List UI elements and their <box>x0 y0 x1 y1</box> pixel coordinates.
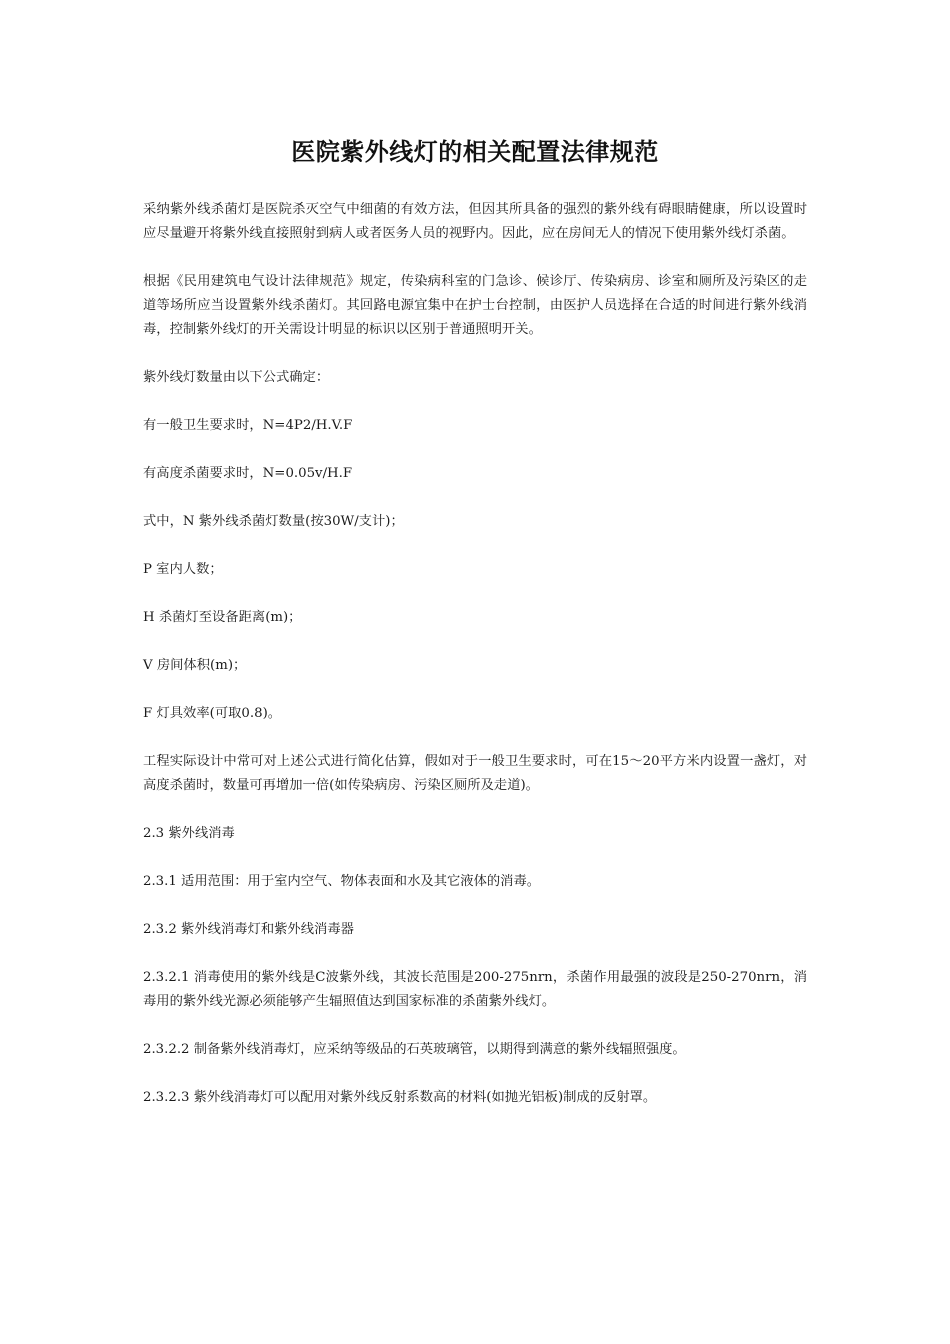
paragraph-var-p: P 室内人数； <box>143 562 223 577</box>
section-2-3-1: 2.3.1 适用范围：用于室内空气、物体表面和水及其它液体的消毒。 <box>143 874 541 889</box>
section-2-3-2-2: 2.3.2.2 制备紫外线消毒灯，应采纳等级品的石英玻璃管，以期得到满意的紫外线辐照强度。 <box>143 1042 686 1057</box>
paragraph-var-f: F 灯具效率(可取0.8)。 <box>143 706 282 721</box>
paragraph-formula-general: 有一般卫生要求时，N=4P2/H.V.F <box>143 418 353 433</box>
section-2-3-2-3: 2.3.2.3 紫外线消毒灯可以配用对紫外线反射系数高的材料(如抛光铝板)制成的反射罩。 <box>143 1090 657 1105</box>
paragraph-var-h: H 杀菌灯至设备距离(m)； <box>143 610 302 625</box>
paragraph-regulation: 根据《民用建筑电气设计法律规范》规定，传染病科室的门急诊、候诊厅、传染病房、诊室和厕所及污染区的走道等场所应当设置紫外线杀菌灯。其回路电源宜集中在护士台控制，由医护人员选择在合适的时间进行紫外线消毒，控制紫外线灯的开关需设计明显的标识以区别于普通照明开关。 <box>143 274 807 337</box>
paragraph-formula-high: 有高度杀菌要求时，N=0.05v/H.F <box>143 466 353 481</box>
section-2-3-2-1: 2.3.2.1 消毒使用的紫外线是C波紫外线，其波长范围是200-275nrn，杀菌作用最强的波段是250-270nrn，消毒用的紫外线光源必须能够产生辐照值达到国家标准的杀菌紫外线灯。 <box>143 970 807 1009</box>
document-body <box>143 198 807 1134</box>
paragraph-estimate: 工程实际设计中常可对上述公式进行简化估算，假如对于一般卫生要求时，可在15～20平方米内设置一盏灯，对高度杀菌时，数量可再增加一倍(如传染病房、污染区厕所及走道)。 <box>143 754 807 793</box>
paragraph-formula-intro: 紫外线灯数量由以下公式确定： <box>143 370 330 385</box>
section-heading-2-3: 2.3 紫外线消毒 <box>143 826 235 841</box>
paragraph-intro: 采纳紫外线杀菌灯是医院杀灭空气中细菌的有效方法，但因其所具备的强烈的紫外线有碍眼睛健康，所以设置时应尽量避开将紫外线直接照射到病人或者医务人员的视野内。因此，应在房间无人的情况下使用紫外线灯杀菌。 <box>143 202 807 241</box>
document-title: 医院紫外线灯的相关配置法律规范 <box>291 138 659 166</box>
section-heading-2-3-2: 2.3.2 紫外线消毒灯和紫外线消毒器 <box>143 922 354 937</box>
paragraph-var-v: V 房间体积(m)； <box>143 658 247 673</box>
paragraph-var-n: 式中，N 紫外线杀菌灯数量(按30W/支计)； <box>143 514 404 529</box>
